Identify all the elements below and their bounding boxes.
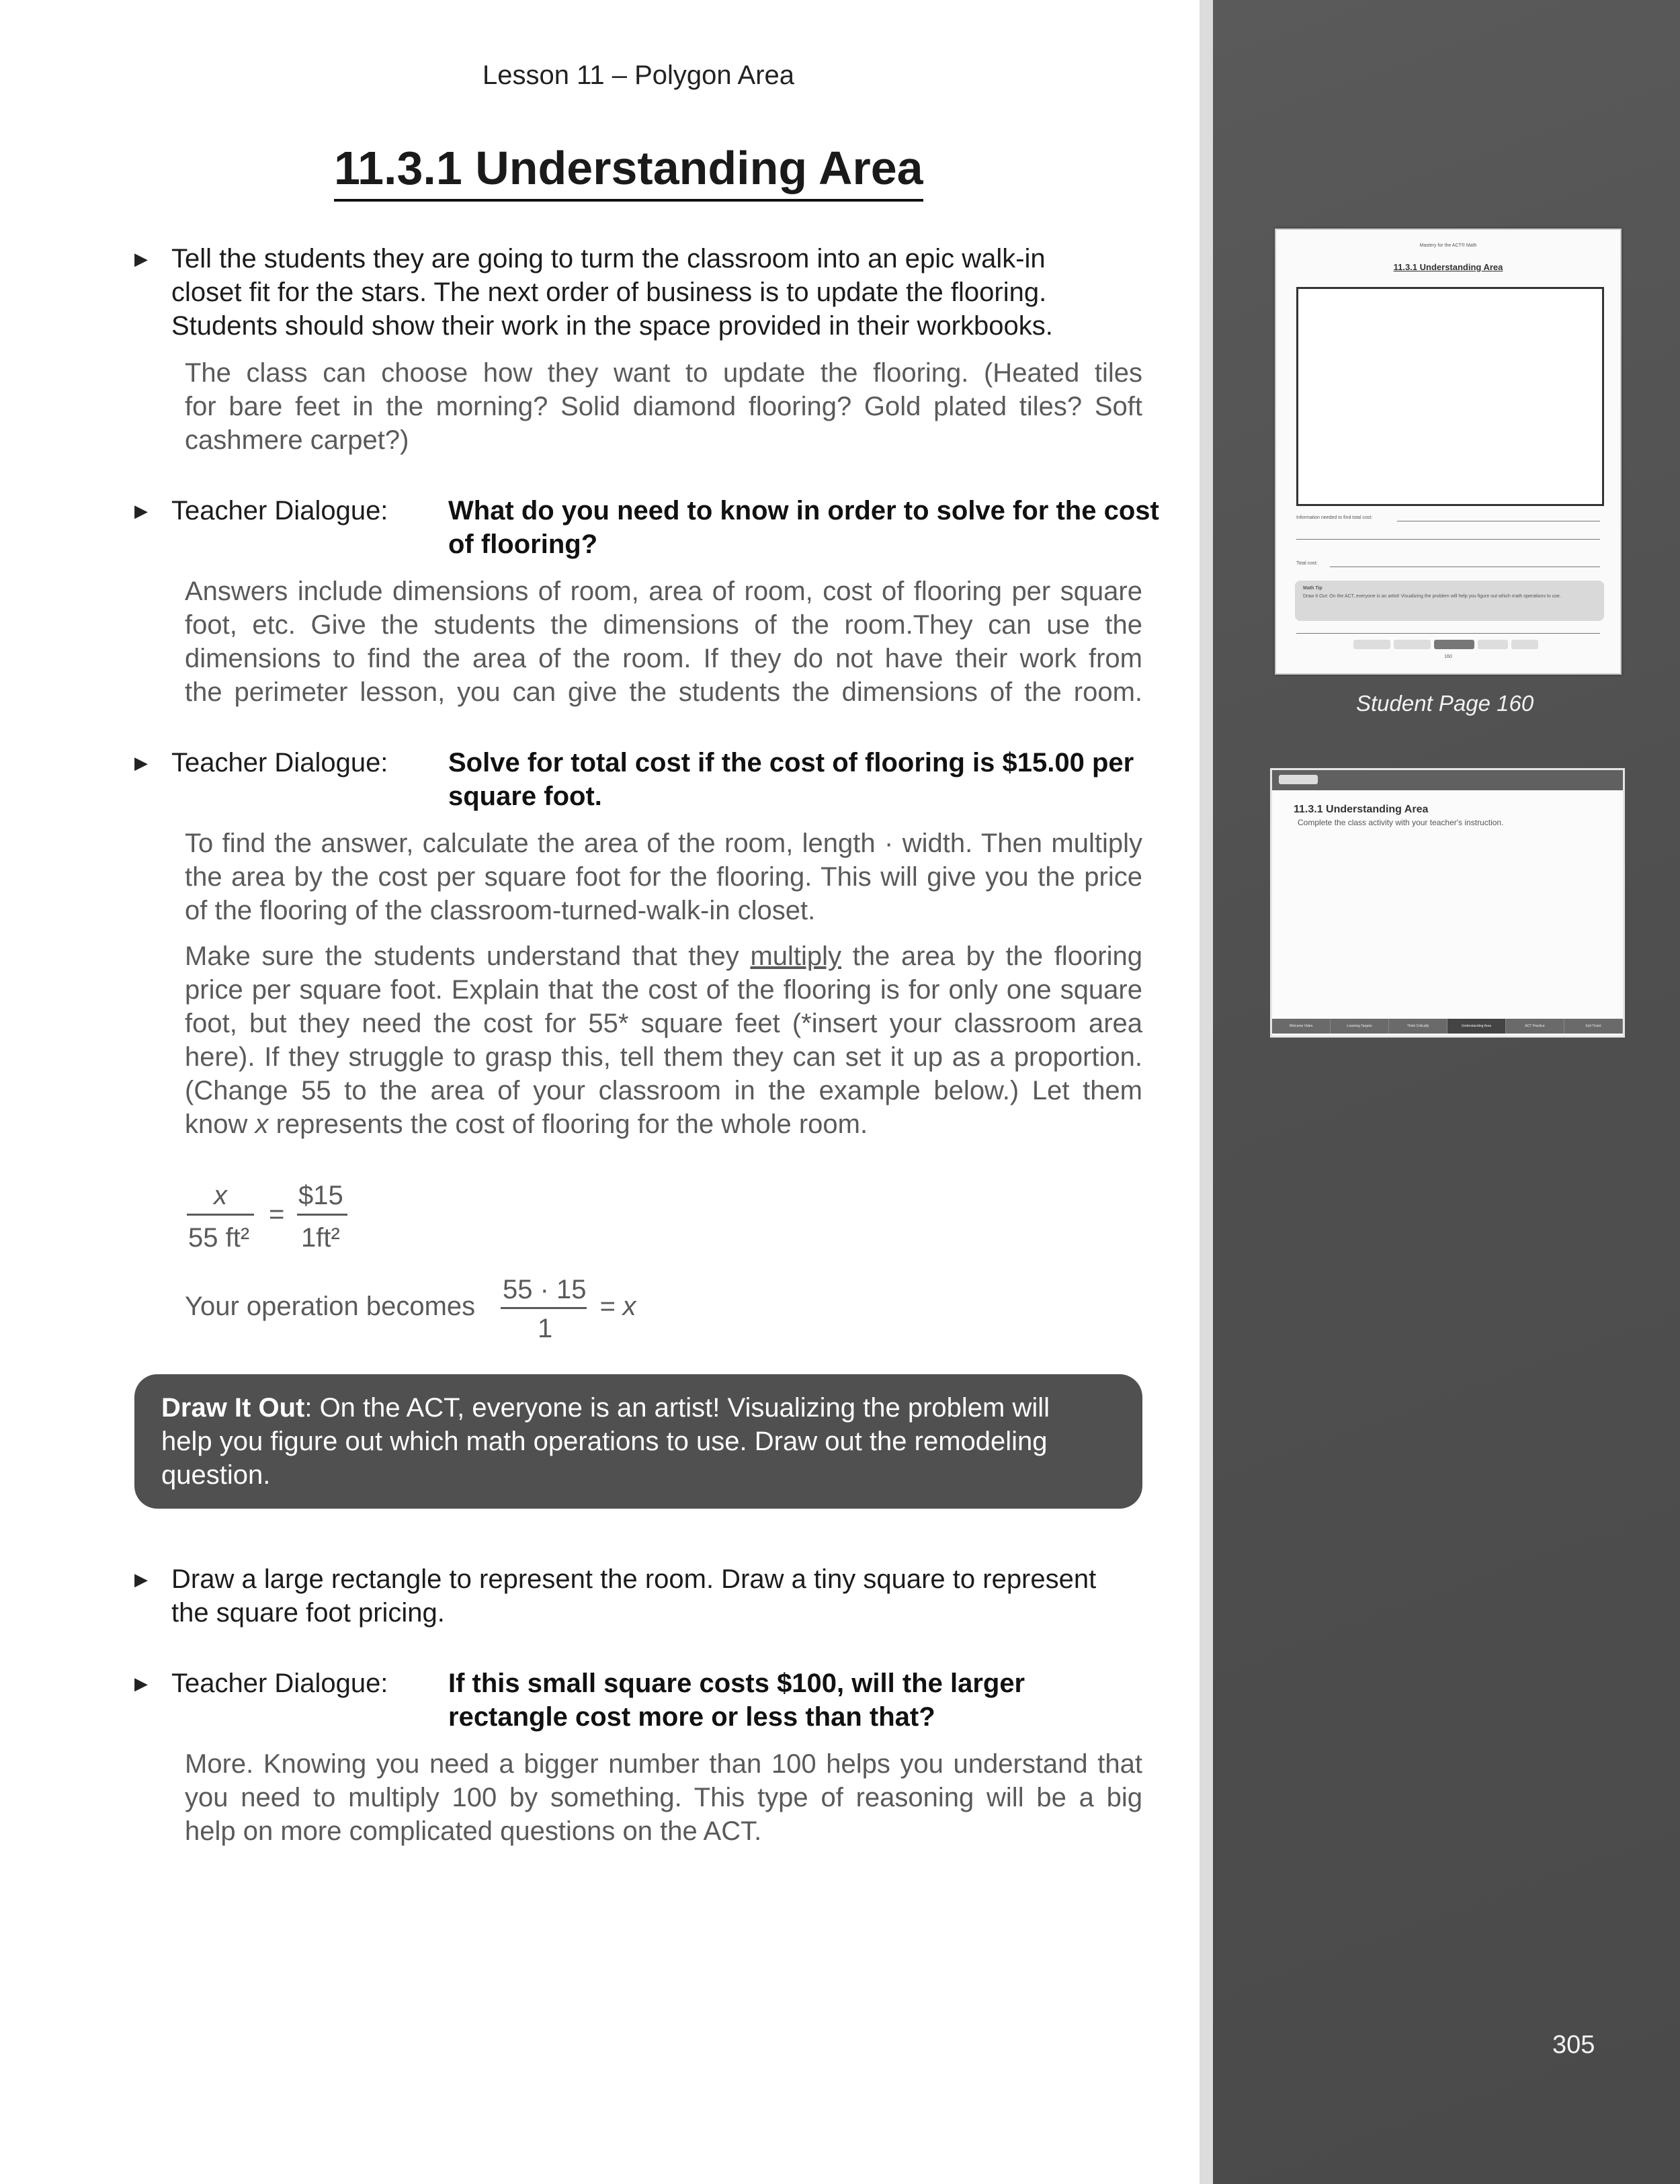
- variable-x: x: [255, 1109, 269, 1139]
- bullet-arrow-icon: ▶: [134, 501, 148, 521]
- dialogue-question: rectangle cost more or less than that?: [448, 1702, 935, 1732]
- callout-heading: Draw It Out: [161, 1393, 305, 1423]
- thumb-line: [1296, 539, 1600, 540]
- bullet-arrow-icon: ▶: [134, 249, 148, 269]
- answer-text: you need to multiply 100 by something. This type of reasoning will be a big: [185, 1783, 1142, 1812]
- answer-text: the area by the cost per square foot for the flooring. This will give you the price: [185, 862, 1142, 892]
- callout-text: : On the ACT, everyone is an artist! Visualizing the problem will: [304, 1393, 1050, 1423]
- fraction-bar: [187, 1214, 254, 1216]
- thumb-tip-text: Draw It Out: On the ACT, everyone is an artist! Visualizing the problem will help you figure out which math operations to use.: [1303, 594, 1561, 599]
- thumb-nav-item: [1394, 640, 1431, 649]
- screen-thumbnail: [1270, 768, 1625, 1038]
- footer-nav-item: Understanding Area: [1447, 1019, 1506, 1034]
- bullet-text: Students should show their work in the space provided in their workbooks.: [171, 311, 1053, 341]
- dialogue-question: If this small square costs $100, will the larger: [448, 1669, 1025, 1698]
- dialogue-question: square foot.: [448, 782, 602, 811]
- bullet-arrow-icon: ▶: [134, 753, 148, 773]
- callout-line: question.: [161, 1460, 271, 1490]
- note-text: here). If they struggle to grasp this, tell them they can set it up as a proportion.: [185, 1042, 1142, 1072]
- fraction-bar: [501, 1307, 587, 1309]
- dialogue-label: Teacher Dialogue:: [171, 1669, 388, 1698]
- thumb-field-2: Total cost:: [1296, 561, 1318, 566]
- panel-divider: [1200, 0, 1213, 2184]
- note-segment: represents the cost of flooring for the whole room.: [268, 1109, 868, 1139]
- bullet-arrow-icon: ▶: [134, 1569, 148, 1589]
- thumb-title: 11.3.1 Understanding Area: [1393, 262, 1503, 272]
- thumb-nav-item: [1478, 640, 1508, 649]
- thumb-work-box: [1296, 287, 1604, 506]
- thumb-tip-heading: Math Tip: [1303, 586, 1322, 591]
- answer-text: More. Knowing you need a bigger number than 100 helps you understand that: [185, 1749, 1142, 1779]
- draw-it-out-callout: [134, 1374, 1142, 1509]
- bullet-text: closet fit for the stars. The next order of business is to update the flooring.: [171, 278, 1047, 307]
- footer-nav-item: Welcome Video: [1272, 1019, 1331, 1034]
- dialogue-label: Teacher Dialogue:: [171, 748, 388, 778]
- answer-text: Answers include dimensions of room, area of room, cost of flooring per square: [185, 577, 1142, 606]
- screen-header: [1272, 770, 1623, 790]
- thumb-top-label: Mastery for the ACT® Math: [1419, 243, 1477, 248]
- operation-result: = x: [599, 1292, 636, 1321]
- screen-footer-nav: [1272, 1019, 1623, 1034]
- page-number: 305: [1552, 2031, 1595, 2059]
- note-text: [185, 1107, 868, 1141]
- footer-nav-item: Learning Targets: [1331, 1019, 1389, 1034]
- thumb-line: [1296, 633, 1600, 634]
- fraction-denominator: 1: [538, 1314, 553, 1343]
- callout-line: [161, 1391, 1050, 1425]
- equals-sign: =: [269, 1200, 285, 1229]
- thumb-line: [1330, 566, 1600, 567]
- answer-text: of the flooring of the classroom-turned-walk-in closet.: [185, 896, 816, 925]
- answer-text: To find the answer, calculate the area of the room, length · width. Then multiply: [185, 829, 1142, 858]
- logo: [1279, 775, 1318, 784]
- fraction-numerator: $15: [298, 1181, 343, 1210]
- fraction-denominator: 55 ft²: [188, 1223, 250, 1253]
- footer-nav-item: Exit Ticket: [1564, 1019, 1623, 1034]
- footer-nav-item: Think Critically: [1389, 1019, 1447, 1034]
- bullet-text: Tell the students they are going to turm the classroom into an epic walk-in: [171, 244, 1046, 274]
- note-text: for bare feet in the morning? Solid diamond flooring? Gold plated tiles? Soft: [185, 392, 1142, 421]
- thumb-nav-item: [1511, 640, 1538, 649]
- thumb-page-number: 160: [1444, 655, 1452, 659]
- lesson-header: Lesson 11 – Polygon Area: [482, 60, 795, 90]
- note-text: foot, but they need the cost for 55* square feet (*insert your classroom area: [185, 1009, 1142, 1038]
- fraction-bar: [297, 1214, 347, 1216]
- screen-subtitle: Complete the class activity with your teacher's instruction.: [1298, 818, 1504, 827]
- fraction-numerator: x: [214, 1181, 227, 1210]
- thumb-field-1: Information needed to find total cost:: [1296, 515, 1373, 520]
- thumb-nav-item: [1353, 640, 1390, 649]
- note-text: The class can choose how they want to update the flooring. (Heated tiles: [185, 358, 1142, 388]
- student-page-thumbnail: [1275, 228, 1622, 675]
- note-text: [185, 939, 1142, 973]
- answer-text: the perimeter lesson, you can give the students the dimensions of the room.: [185, 677, 1142, 707]
- fraction-denominator: 1ft²: [301, 1223, 340, 1253]
- dialogue-label: Teacher Dialogue:: [171, 496, 388, 526]
- note-segment: Make sure the students understand that they: [185, 941, 751, 971]
- thumb-tip-box: [1295, 581, 1604, 621]
- dialogue-question: of flooring?: [448, 530, 598, 559]
- student-page-caption: Student Page 160: [1356, 691, 1534, 716]
- bullet-arrow-icon: ▶: [134, 1673, 148, 1693]
- dialogue-question: What do you need to know in order to solve for the cost: [448, 496, 1159, 526]
- note-segment: know: [185, 1109, 255, 1139]
- bullet-text: the square foot pricing.: [171, 1598, 445, 1628]
- answer-text: foot, etc. Give the students the dimensions of the room.They can use the: [185, 610, 1142, 640]
- screen-title: 11.3.1 Understanding Area: [1294, 804, 1429, 815]
- note-text: (Change 55 to the area of your classroom in the example below.) Let them: [185, 1076, 1142, 1105]
- note-segment: the area by the flooring: [841, 941, 1142, 971]
- bullet-text: Draw a large rectangle to represent the room. Draw a tiny square to represent: [171, 1564, 1097, 1594]
- note-text: price per square foot. Explain that the cost of the flooring is for only one square: [185, 975, 1142, 1005]
- fraction-numerator: 55 · 15: [503, 1275, 587, 1304]
- answer-text: dimensions to find the area of the room. If they do not have their work from: [185, 644, 1142, 673]
- page-title: 11.3.1 Understanding Area: [334, 140, 923, 202]
- dialogue-question: Solve for total cost if the cost of flooring is $15.00 per: [448, 748, 1134, 778]
- thumb-nav-item: [1434, 640, 1474, 649]
- note-text: cashmere carpet?): [185, 425, 409, 455]
- answer-text: help on more complicated questions on the ACT.: [185, 1816, 762, 1846]
- footer-nav-item: ACT Practice: [1506, 1019, 1564, 1034]
- callout-line: help you figure out which math operations to use. Draw out the remodeling: [161, 1427, 1048, 1456]
- note-emphasis: multiply: [750, 941, 842, 971]
- operation-label: Your operation becomes: [185, 1292, 476, 1321]
